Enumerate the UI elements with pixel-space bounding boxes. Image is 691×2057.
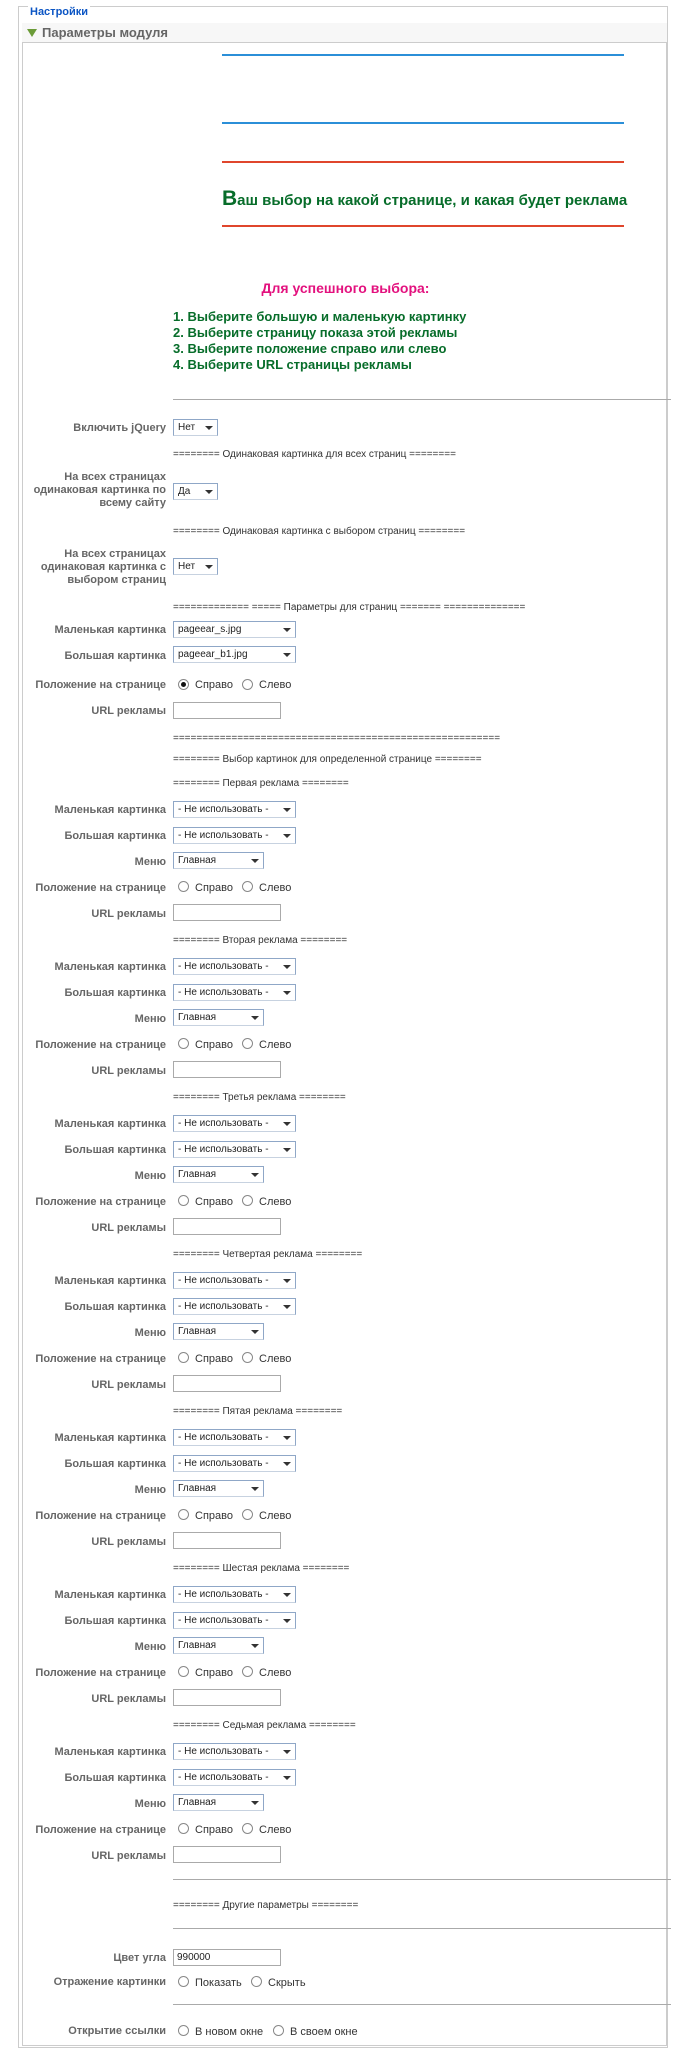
ad-menu-select[interactable]: Главная [173,1166,264,1183]
radio-label: В новом окне [195,2026,264,2038]
banner-line-red-bottom [222,225,624,227]
ad-menu-select[interactable]: Главная [173,1480,264,1497]
chevron-down-icon [205,426,213,430]
radio-label: Справо [195,882,233,894]
section-note: ============= ===== Параметры для страниц ======= ============== [173,602,526,613]
expand-triangle-icon[interactable] [27,29,37,37]
radio-label: Слево [259,679,292,691]
chevron-down-icon [283,991,291,995]
ad-menu-select[interactable]: Главная [173,1637,264,1654]
ad-menu-select[interactable]: Главная [173,1323,264,1340]
ad-position-right-radio[interactable] [178,1823,189,1834]
ad-menu-select[interactable]: Главная [173,1794,264,1811]
radio-label: Справо [195,1667,233,1679]
url-label: URL рекламы [91,1536,166,1548]
ad-url-input[interactable] [173,904,281,921]
ad-position-right-radio[interactable] [178,1352,189,1363]
radio-label: Скрыть [268,1977,306,1989]
chevron-down-icon [205,565,213,569]
divider [173,1879,671,1880]
ad-small-image-select[interactable]: - Не использовать - [173,1586,296,1603]
ad-heading: ======== Пятая реклама ======== [173,1406,343,1417]
radio-label: Слево [259,1196,292,1208]
radio-label: Показать [195,1977,242,1989]
chevron-down-icon [283,965,291,969]
url-label: URL рекламы [91,705,166,717]
radio-label: В своем окне [290,2026,358,2038]
chevron-down-icon [251,1173,259,1177]
ad-position-left-radio[interactable] [242,1823,253,1834]
ad-heading: ======== Вторая реклама ======== [173,935,348,946]
small-image-label: Маленькая картинка [54,1118,166,1130]
ad-big-image-select[interactable]: - Не использовать - [173,1769,296,1786]
global-small-image-select[interactable]: pageear_s.jpg [173,621,296,638]
chevron-down-icon [283,1436,291,1440]
ad-big-image-select[interactable]: - Не использовать - [173,1612,296,1629]
radio-label: Справо [195,1353,233,1365]
radio-label: Слево [259,1353,292,1365]
menu-label: Меню [134,1484,166,1496]
position-label: Положение на странице [35,1353,166,1365]
small-image-label: Маленькая картинка [54,961,166,973]
radio-label: Справо [195,1824,233,1836]
ad-url-input[interactable] [173,1689,281,1706]
position-label: Положение на странице [35,679,166,691]
global-position-left-radio[interactable] [242,679,253,690]
reflection-hide-radio[interactable] [251,1976,262,1987]
position-label: Положение на странице [35,1824,166,1836]
small-image-label: Маленькая картинка [54,1432,166,1444]
ad-position-left-radio[interactable] [242,1195,253,1206]
chevron-down-icon [251,1801,259,1805]
chevron-down-icon [283,1593,291,1597]
chevron-down-icon [283,653,291,657]
chevron-down-icon [283,1619,291,1623]
corner-color-label: Цвет угла [113,1952,166,1964]
section-note: ======== Другие параметры ======== [173,1900,359,1911]
panel-title: Параметры модуля [42,25,168,40]
all-same-label: На всех страницах одинаковая картинка по всему сайту [33,471,166,509]
ad-position-left-radio[interactable] [242,1509,253,1520]
menu-label: Меню [134,1013,166,1025]
big-image-label: Большая картинка [64,1458,166,1470]
global-position-right-radio[interactable] [178,679,189,690]
position-label: Положение на странице [35,882,166,894]
section-note: ======== Выбор картинок для определенной странице ======== [173,754,482,765]
ad-url-input[interactable] [173,1375,281,1392]
ad-big-image-select[interactable]: - Не использовать - [173,1455,296,1472]
chevron-down-icon [251,859,259,863]
howto-step: 1. Выберите большую и маленькую картинку [173,309,467,324]
chevron-down-icon [283,1305,291,1309]
chevron-down-icon [283,1750,291,1754]
big-image-label: Большая картинка [64,987,166,999]
ad-menu-select[interactable]: Главная [173,852,264,869]
section-note: ======================================================== [173,733,501,744]
ad-small-image-select[interactable]: - Не использовать - [173,958,296,975]
all-choice-label: На всех страницах одинаковая картинка с выбором страниц [40,548,166,586]
ad-url-input[interactable] [173,1532,281,1549]
radio-label: Справо [195,1510,233,1522]
ad-big-image-select[interactable]: - Не использовать - [173,1298,296,1315]
big-image-label: Большая картинка [64,650,166,662]
ad-url-input[interactable] [173,1218,281,1235]
url-label: URL рекламы [91,1222,166,1234]
small-image-label: Маленькая картинка [54,1589,166,1601]
menu-label: Меню [134,1170,166,1182]
position-label: Положение на странице [35,1667,166,1679]
global-big-image-select[interactable]: pageear_b1.jpg [173,646,296,663]
chevron-down-icon [251,1016,259,1020]
link-open-label: Открытие ссылки [68,2025,166,2037]
banner-line-blue-bottom [222,122,624,124]
ad-heading: ======== Третья реклама ======== [173,1092,346,1103]
url-label: URL рекламы [91,1065,166,1077]
reflection-label: Отражение картинки [53,1976,166,1988]
divider [173,1928,671,1929]
radio-label: Слево [259,1824,292,1836]
ad-position-right-radio[interactable] [178,1195,189,1206]
position-label: Положение на странице [35,1510,166,1522]
ad-position-right-radio[interactable] [178,1666,189,1677]
ad-small-image-select[interactable]: - Не использовать - [173,1115,296,1132]
url-label: URL рекламы [91,1850,166,1862]
chevron-down-icon [251,1330,259,1334]
howto-step: 3. Выберите положение справо или слево [173,341,447,356]
chevron-down-icon [251,1487,259,1491]
menu-label: Меню [134,1798,166,1810]
ad-small-image-select[interactable]: - Не использовать - [173,801,296,818]
corner-color-input[interactable]: 990000 [173,1949,281,1966]
big-image-label: Большая картинка [64,1615,166,1627]
big-image-label: Большая картинка [64,830,166,842]
menu-label: Меню [134,1641,166,1653]
big-image-label: Большая картинка [64,1301,166,1313]
ad-small-image-select[interactable]: - Не использовать - [173,1429,296,1446]
small-image-label: Маленькая картинка [54,804,166,816]
divider [173,399,671,400]
ad-position-right-radio[interactable] [178,1038,189,1049]
position-label: Положение на странице [35,1039,166,1051]
url-label: URL рекламы [91,908,166,920]
reflection-show-radio[interactable] [178,1976,189,1987]
ad-position-right-radio[interactable] [178,1509,189,1520]
ad-small-image-select[interactable]: - Не использовать - [173,1272,296,1289]
radio-label: Слево [259,1039,292,1051]
ad-position-left-radio[interactable] [242,1666,253,1677]
ad-position-right-radio[interactable] [178,881,189,892]
ad-position-left-radio[interactable] [242,1352,253,1363]
big-image-label: Большая картинка [64,1144,166,1156]
chevron-down-icon [283,1148,291,1152]
chevron-down-icon [283,628,291,632]
fieldset-legend: Настройки [30,6,89,18]
jquery-select[interactable]: Нет [173,419,218,436]
radio-label: Слево [259,1510,292,1522]
all-same-select[interactable]: Да [173,483,218,500]
position-label: Положение на странице [35,1196,166,1208]
ad-big-image-select[interactable]: - Не использовать - [173,984,296,1001]
ad-menu-select[interactable]: Главная [173,1009,264,1026]
ad-position-left-radio[interactable] [242,881,253,892]
chevron-down-icon [251,1644,259,1648]
big-image-label: Большая картинка [64,1772,166,1784]
ad-position-left-radio[interactable] [242,1038,253,1049]
ad-small-image-select[interactable]: - Не использовать - [173,1743,296,1760]
chevron-down-icon [283,1279,291,1283]
radio-label: Справо [195,1039,233,1051]
small-image-label: Маленькая картинка [54,1275,166,1287]
ad-url-input[interactable] [173,1846,281,1863]
banner-line-red-top [222,161,624,163]
menu-label: Меню [134,856,166,868]
menu-label: Меню [134,1327,166,1339]
section-note: ======== Одинаковая картинка для всех страниц ======== [173,449,456,460]
small-image-label: Маленькая картинка [54,1746,166,1758]
url-label: URL рекламы [91,1693,166,1705]
ad-big-image-select[interactable]: - Не использовать - [173,827,296,844]
chevron-down-icon [283,808,291,812]
banner-line-blue-top [222,54,624,56]
url-label: URL рекламы [91,1379,166,1391]
ad-big-image-select[interactable]: - Не использовать - [173,1141,296,1158]
chevron-down-icon [283,834,291,838]
jquery-label: Включить jQuery [73,422,166,434]
radio-label: Справо [195,1196,233,1208]
chevron-down-icon [283,1776,291,1780]
ad-heading: ======== Седьмая реклама ======== [173,1720,356,1731]
chevron-down-icon [205,490,213,494]
radio-label: Справо [195,679,233,691]
chevron-down-icon [283,1122,291,1126]
howto-step: 4. Выберите URL страницы рекламы [173,357,412,372]
divider [173,2004,671,2005]
chevron-down-icon [283,1462,291,1466]
radio-label: Слево [259,882,292,894]
ad-heading: ======== Первая реклама ======== [173,778,349,789]
all-choice-select[interactable]: Нет [173,558,218,575]
howto-title: Для успешного выбора: [261,280,430,296]
link-new-window-radio[interactable] [178,2025,189,2036]
ad-heading: ======== Шестая реклама ======== [173,1563,350,1574]
radio-label: Слево [259,1667,292,1679]
global-url-input[interactable] [173,702,281,719]
small-image-label: Маленькая картинка [54,624,166,636]
section-note: ======== Одинаковая картинка с выбором страниц ======== [173,526,466,537]
ad-heading: ======== Четвертая реклама ======== [173,1249,363,1260]
howto-step: 2. Выберите страницу показа этой рекламы [173,325,458,340]
banner-text: Ваш выбор на какой странице, и какая будет реклама [222,187,628,210]
link-same-window-radio[interactable] [273,2025,284,2036]
ad-url-input[interactable] [173,1061,281,1078]
